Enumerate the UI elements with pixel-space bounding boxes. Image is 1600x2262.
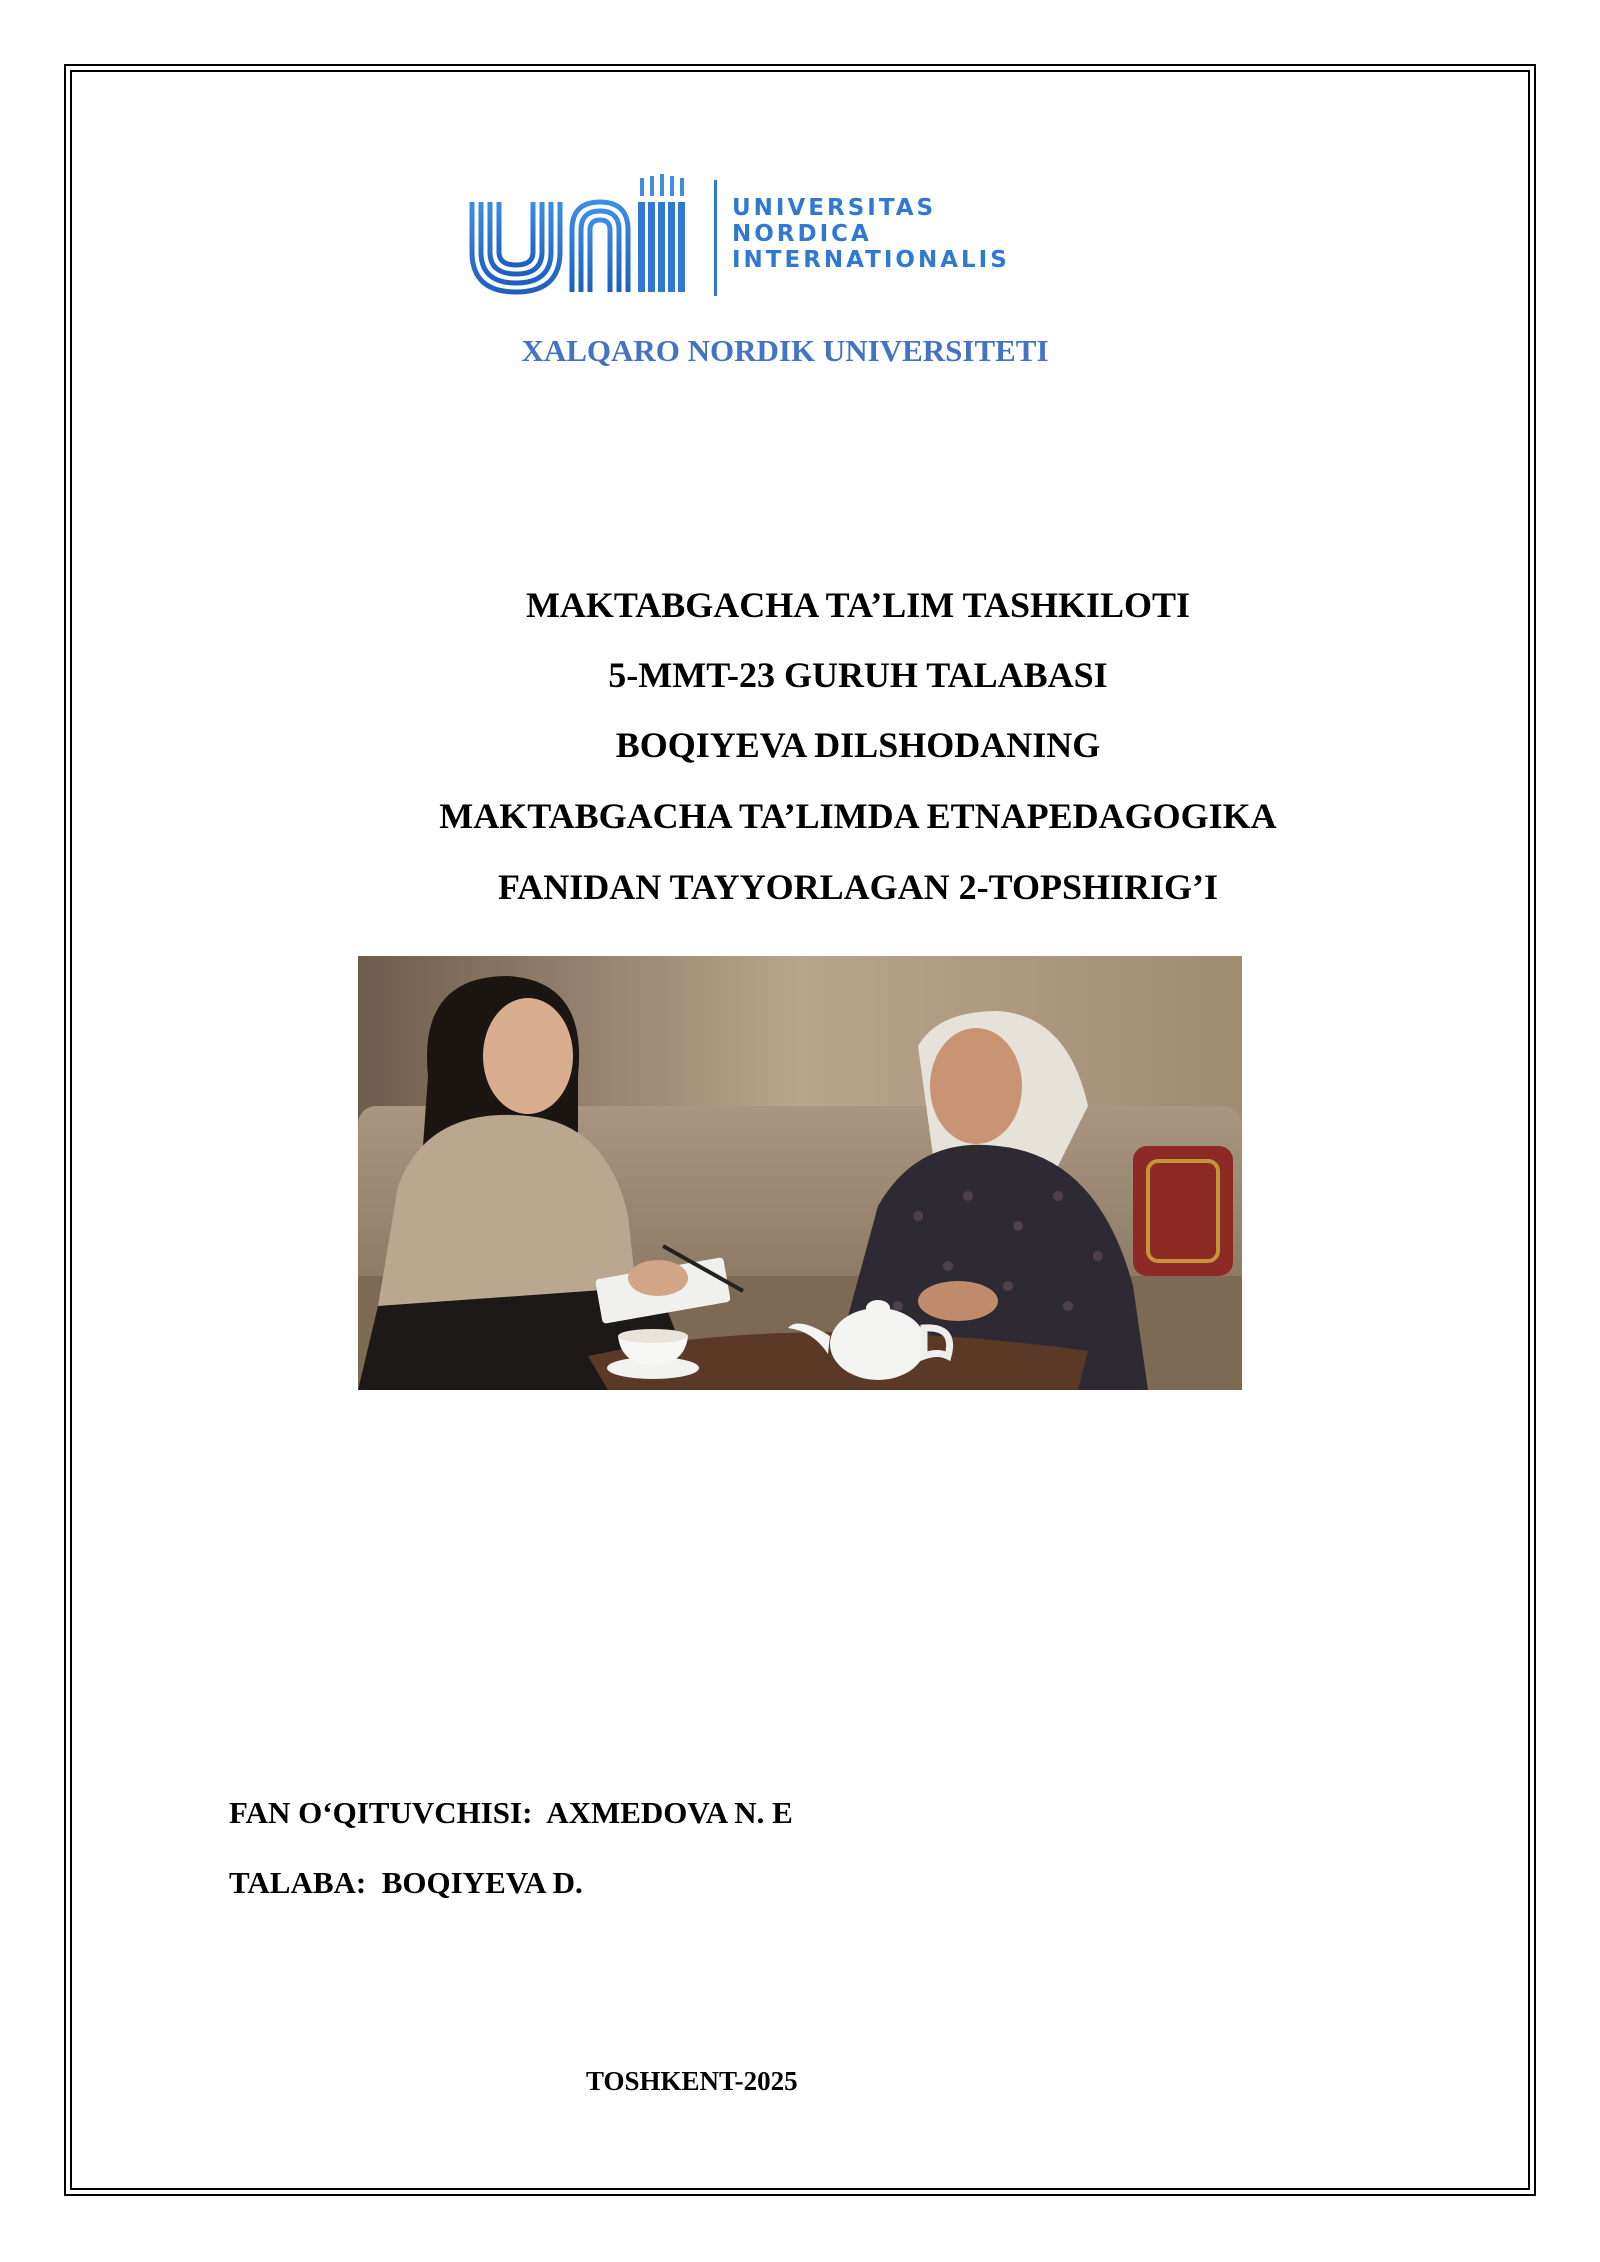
logo-word-universitas: UNIVERSITAS: [732, 195, 937, 221]
universitas-nordica-logo-icon: [468, 172, 718, 300]
city-year: TOSHKENT-2025: [586, 2066, 798, 2096]
logo-word-internationalis: INTERNATIONALIS: [732, 247, 1010, 273]
university-name: XALQARO NORDIK UNIVERSITETI: [521, 333, 1049, 368]
title-line-student-name: BOQIYEVA DILSHODANING: [615, 725, 1101, 765]
teacher-line: FAN O‘QITUVCHISI: AXMEDOVA N. E: [229, 1795, 793, 1830]
title-line-organization: MAKTABGACHA TA’LIM TASHKILOTI: [525, 585, 1191, 625]
logo-word-nordica: NORDICA: [732, 221, 872, 247]
cover-photo: [358, 956, 1242, 1390]
title-line-group: 5-MMT-23 GURUH TALABASI: [608, 655, 1108, 695]
title-line-subject: MAKTABGACHA TA’LIMDA ETNAPEDAGOGIKA: [439, 796, 1277, 836]
student-line: TALABA: BOQIYEVA D.: [229, 1865, 583, 1900]
photo-interview-illustration: [358, 956, 1242, 1390]
university-logo: [468, 172, 1078, 300]
title-line-assignment: FANIDAN TAYYORLAGAN 2-TOPSHIRIG’I: [497, 867, 1219, 907]
